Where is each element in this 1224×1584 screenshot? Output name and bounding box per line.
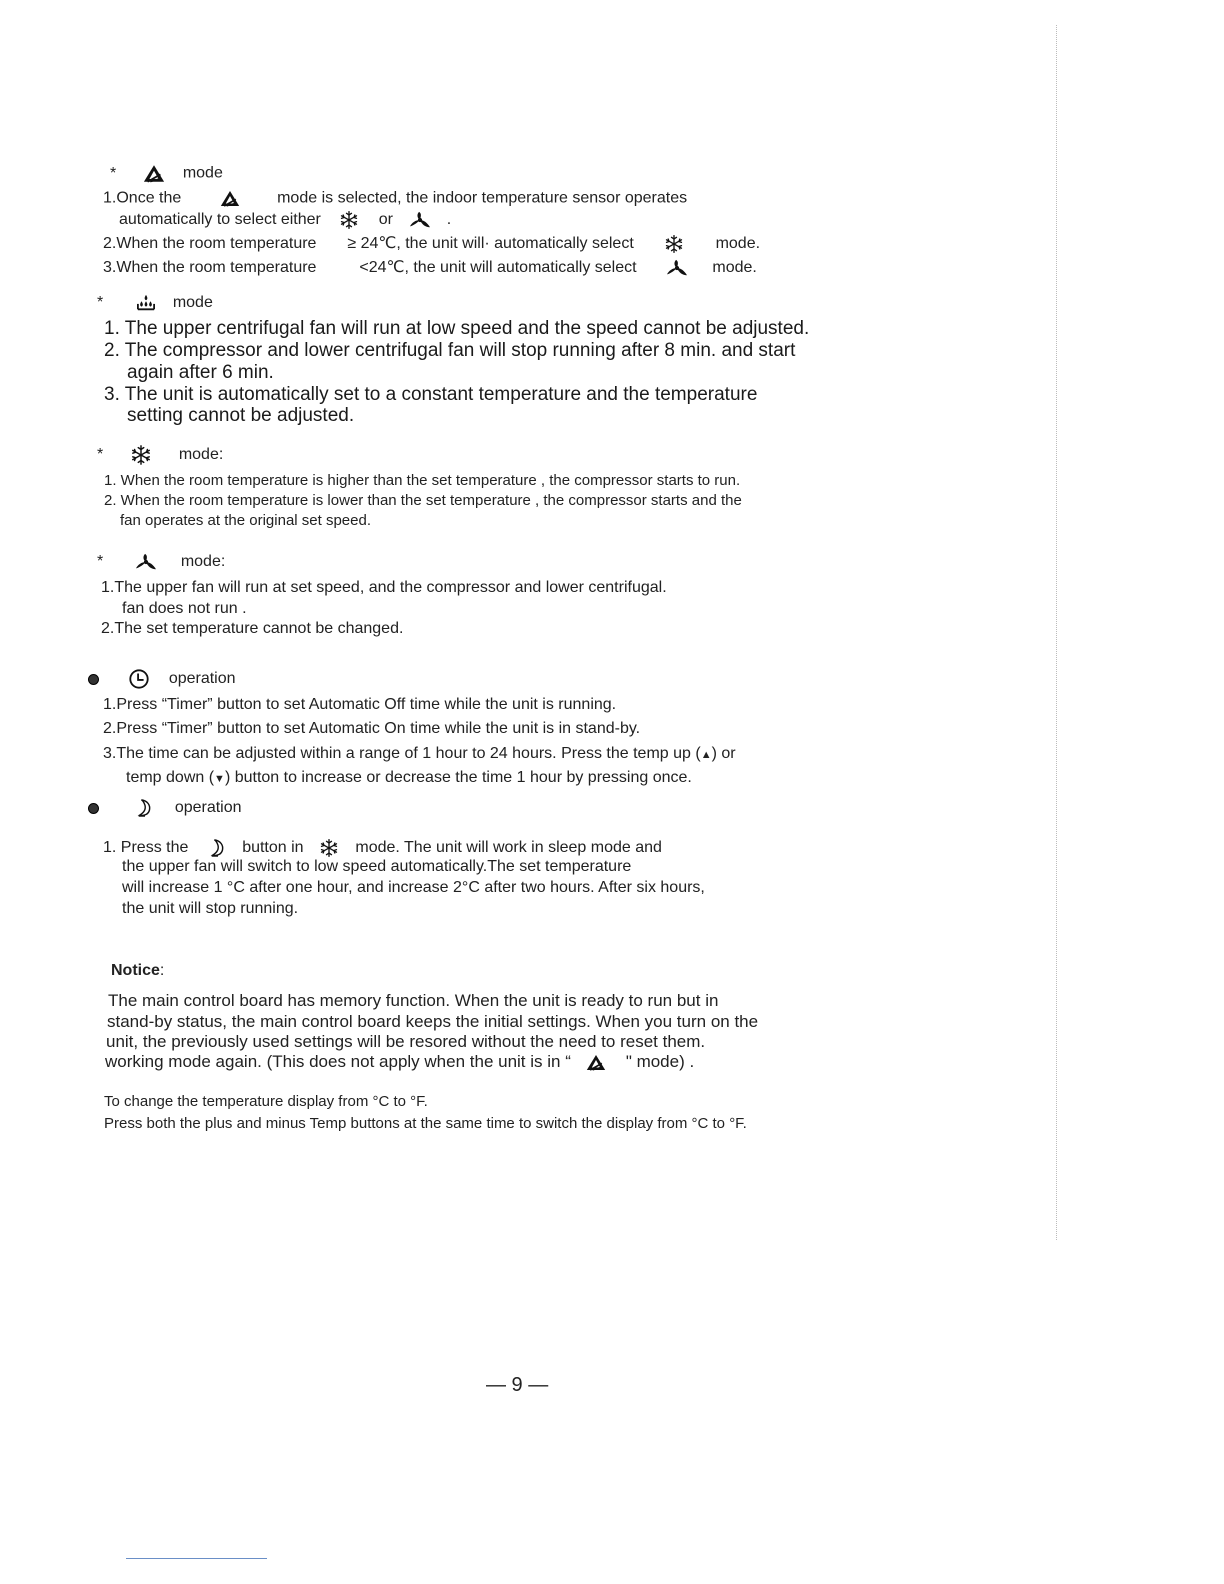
timer-line-2: 2.Press “Timer” button to set Automatic On time while the unit is in stand-by.	[103, 720, 641, 737]
dry-mode-heading	[97, 294, 213, 312]
bullet-dot	[88, 803, 99, 814]
sleep-line-1	[103, 838, 662, 858]
bullet: *	[97, 553, 104, 571]
text: :	[159, 962, 165, 979]
auto-mode-icon	[586, 1054, 606, 1071]
auto-mode-line-3	[103, 258, 757, 278]
temp-up-icon: ▲	[700, 749, 712, 761]
text: ) button to increase or decrease the time 1 hour by pressing once.	[224, 769, 692, 786]
temp-down-icon: ▼	[214, 773, 225, 785]
dry-mode-line-3-cont: setting cannot be adjusted.	[127, 405, 355, 426]
moon-icon	[136, 798, 154, 818]
scan-edge-artifact	[1056, 25, 1058, 1240]
notice-line-3: unit, the previously used settings will be resored without the need to reset them.	[106, 1032, 706, 1051]
timer-operation-heading	[88, 668, 236, 690]
text: 1. Press the	[103, 839, 189, 857]
timer-line-1: 1.Press “Timer” button to set Automatic Off time while the unit is running.	[103, 696, 617, 713]
text: 3.The time can be adjusted within a range of 1 hour to 24 hours. Press the temp up (	[103, 745, 701, 762]
heading-text: operation	[174, 799, 242, 817]
bullet: *	[97, 446, 104, 464]
heading-text: mode	[182, 164, 223, 182]
notice-title: Notice	[111, 962, 160, 979]
text: mode.	[715, 235, 761, 253]
bullet: *	[110, 164, 117, 182]
sleep-line-2: the upper fan will switch to low speed automatically.The set temperature	[122, 858, 632, 875]
text: mode.	[712, 259, 757, 277]
fan-icon	[665, 258, 689, 278]
text: mode. The unit will work in sleep mode and	[355, 839, 662, 857]
auto-mode-icon	[220, 190, 240, 207]
sleep-line-4: the unit will stop running.	[122, 900, 299, 917]
dry-mode-line-1: 1. The upper centrifugal fan will run at low speed and the speed cannot be adjusted.	[104, 318, 810, 339]
fan-mode-line-1-cont: fan does not run .	[122, 600, 247, 617]
snowflake-icon	[129, 444, 153, 466]
notice-line-4	[105, 1053, 694, 1071]
auto-mode-line-2	[103, 234, 760, 254]
auto-mode-line-1	[103, 190, 687, 207]
text: " mode) .	[625, 1052, 695, 1071]
text: automatically to select either	[119, 211, 321, 229]
text: button in	[242, 839, 304, 857]
text: temp down (	[126, 769, 215, 786]
dry-mode-line-2: 2. The compressor and lower centrifugal fan will stop running after 8 min. and start	[104, 340, 796, 361]
dry-mode-line-3: 3. The unit is automatically set to a constant temperature and the temperature	[104, 384, 758, 405]
temp-display-line-2: Press both the plus and minus Temp buttons at the same time to switch the display from °C to °F.	[104, 1115, 747, 1132]
cool-mode-line-1: 1. When the room temperature is higher than the set temperature , the compressor starts to run.	[104, 472, 741, 489]
bullet: *	[97, 294, 104, 312]
moon-icon	[209, 838, 227, 858]
notice-line-2: stand-by status, the main control board keeps the initial settings. When you turn on the	[107, 1012, 759, 1031]
fan-icon	[134, 552, 158, 572]
cool-mode-line-2: 2. When the room temperature is lower than the set temperature , the compressor starts and the	[104, 492, 742, 509]
heading-text: mode:	[180, 553, 226, 571]
auto-mode-line-1-cont	[119, 210, 451, 230]
sleep-line-3: will increase 1 °C after one hour, and increase 2°C after two hours. After six hours,	[122, 879, 705, 896]
fan-mode-line-2: 2.The set temperature cannot be changed.	[101, 620, 404, 637]
text: 2.When the room temperature	[103, 235, 317, 253]
snowflake-icon	[663, 234, 685, 254]
fan-mode-line-1: 1.The upper fan will run at set speed, and the compressor and lower centrifugal.	[101, 579, 667, 596]
text: working mode again. (This does not apply when the unit is in “	[105, 1052, 571, 1071]
auto-mode-heading	[110, 164, 223, 183]
notice-line-1: The main control board has memory function. When the unit is ready to run but in	[108, 991, 719, 1010]
text: or	[378, 211, 393, 229]
timer-line-3-cont	[126, 770, 692, 786]
text: mode is selected, the indoor temperature sensor operates	[277, 189, 688, 207]
auto-mode-icon	[143, 164, 165, 183]
sleep-operation-heading	[88, 798, 242, 818]
timer-line-3	[103, 746, 736, 762]
fan-mode-heading	[97, 552, 225, 572]
heading-text: operation	[168, 670, 236, 688]
text: ) or	[711, 745, 736, 762]
heading-text: mode	[172, 294, 213, 312]
text: .	[446, 211, 452, 229]
dry-mode-line-2-cont: again after 6 min.	[127, 362, 274, 383]
snowflake-icon	[318, 838, 340, 858]
dry-mode-icon	[136, 294, 156, 312]
clock-icon	[128, 668, 150, 690]
footer-rule	[126, 1558, 267, 1559]
text: 1.Once the	[103, 189, 182, 207]
heading-text: mode:	[178, 446, 224, 464]
bullet-dot	[88, 674, 99, 685]
cool-mode-line-2-cont: fan operates at the original set speed.	[120, 512, 372, 529]
page-number: — 9 —	[486, 1374, 549, 1396]
text: <24℃, the unit will automatically select	[359, 259, 637, 277]
text: 3.When the room temperature	[103, 259, 317, 277]
notice-heading	[111, 963, 164, 979]
snowflake-icon	[338, 210, 360, 230]
text: ≥ 24℃, the unit will· automatically select	[347, 235, 634, 253]
fan-icon	[408, 210, 432, 230]
temp-display-line-1: To change the temperature display from °C to °F.	[104, 1093, 428, 1110]
cool-mode-heading	[97, 444, 223, 466]
